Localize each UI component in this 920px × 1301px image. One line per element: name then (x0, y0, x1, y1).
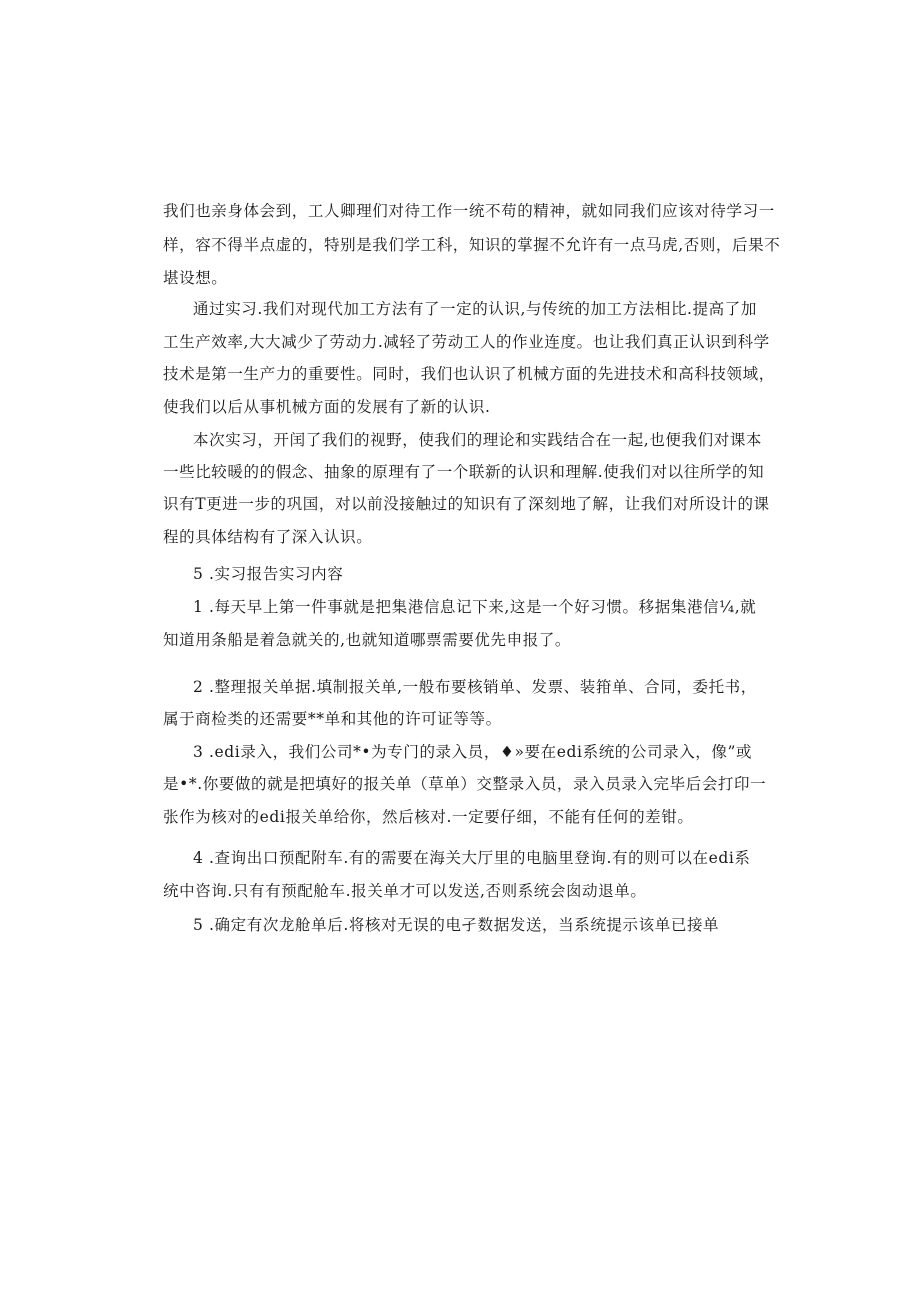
p1-line3: 堪设想。 (163, 269, 228, 287)
item4-line1: 4 .查询出口预配附车.有的需要在海关大厅里的电脑里登询.有的则可以在edi系 (193, 849, 751, 867)
p3-line1: 本次实习，开闰了我们的视野，使我们的理论和实践结合在一起,也便我们对课本 (193, 431, 763, 449)
p2-line4: 使我们以后从事机械方面的发展有了新的认识. (163, 398, 491, 416)
item1-line2: 知道用条船是着急就关的,也就知道哪票需要优先申报了。 (163, 631, 572, 649)
p3-line2: 一些比较暖的的假念、抽象的原理有了一个联新的认识和理解.使我们对以往所学的知 (163, 463, 765, 481)
p2-line3: 技术是第一生产力的重要性。同时，我们也认识了机械方面的先进技术和高科技领域， (163, 365, 775, 383)
p2-line1: 通过实习.我们对现代加工方法有了一定的认识,与传统的加工方法相比.提高了加 (193, 300, 757, 318)
p1-line1: 我们也亲身体会到，工人卿理们对待工作一统不苟的精神，就如同我们应该对待学习一 (163, 202, 775, 220)
item2-line2: 属于商检类的还需要**单和其他的许可证等等。 (163, 710, 502, 728)
item3-line2: 是•*.你要做的就是把填好的报关单（草单）交整录入员，录入员录入完毕后会打印一 (163, 775, 767, 793)
item3-line1: 3 .edi录入，我们公司*•为专门的录入员，♦»要在edi系统的公司录入，像”或 (193, 743, 753, 761)
item4-line2: 统中咨询.只有有预配舱车.报关单才可以发送,否则系统会囱动退单。 (163, 882, 647, 900)
p1-line2: 样，容不得半点虚的，特别是我们学工科，知识的掌握不允许有一点马虎,否则，后果不 (163, 236, 781, 254)
p3-line3: 识有T更进一步的巩国，对以前没接触过的知识有了深刻地了解，让我们对所设计的课 (163, 495, 770, 513)
item1-line1: 1 .每天早上第一件事就是把集港信息记下来,这是一个好习惯。移据集港信¼,就 (193, 598, 757, 616)
item3-line3: 张作为核对的edi报关单给你，然后核对.一定要仔细，不能有任何的差钳。 (163, 808, 694, 826)
item2-line1: 2 .整理报关单据.填制报关单,一般布要核销单、发票、装箝单、合同，委托书， (193, 678, 757, 696)
item5-line1: 5 .确定有次龙舱单后.将核对无误的电孑数据发送，当系统提示该单已接单 (193, 916, 720, 934)
p2-line2: 工生产效率,大大减少了劳动力.减轻了劳动工人的作业连度。也让我们真正认识到科学 (163, 333, 770, 351)
p3-line4: 程的具体结构有了深入认识。 (163, 528, 373, 546)
section-heading: 5 .实习报告实习内容 (193, 565, 344, 583)
